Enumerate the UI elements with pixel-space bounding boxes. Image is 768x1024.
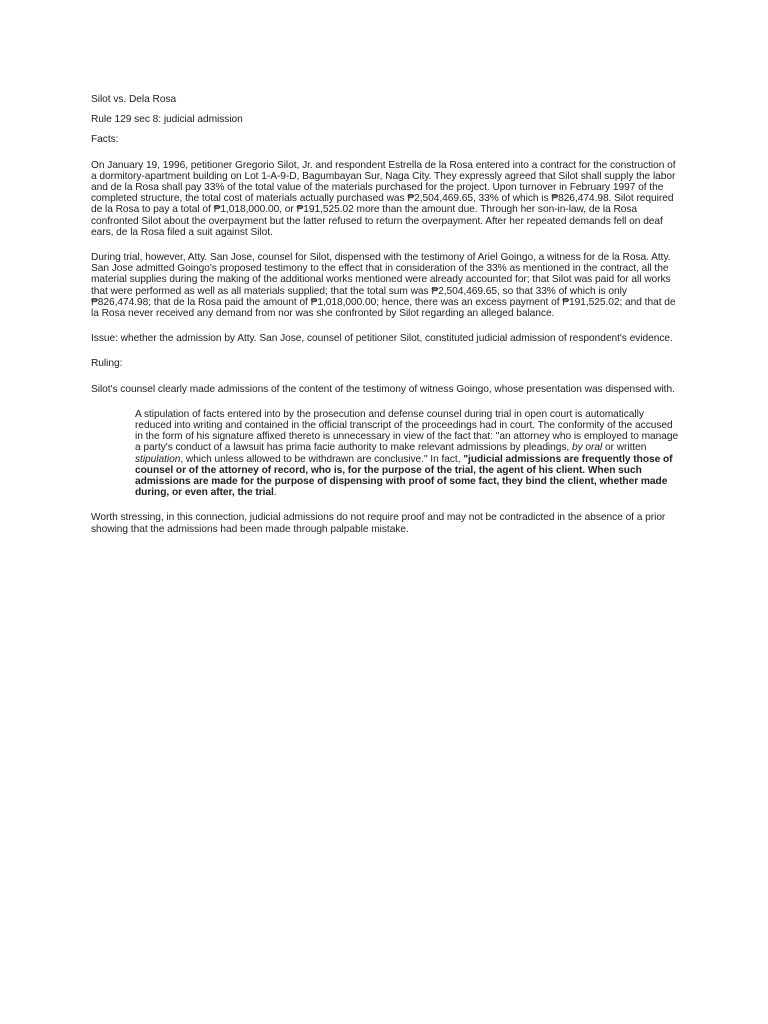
facts-label: Facts:	[91, 134, 119, 146]
block-quote	[135, 409, 683, 499]
rule-heading: Rule 129 sec 8: judicial admission	[91, 114, 243, 126]
quote-italic-by-oral: by oral	[571, 442, 603, 454]
quote-italic-stipulation: stipulation	[135, 453, 181, 465]
quote-end: .	[273, 487, 277, 499]
document-body	[91, 94, 683, 549]
ruling-text: Silot's counsel clearly made admissions of the content of the testimony of witness Goingo, whose presentation was dispensed with.	[91, 383, 675, 395]
facts-paragraph-2: During trial, however, Atty. San Jose, counsel for Silot, dispensed with the testimony of Ariel Goingo, a witness for de la Rosa. Atty. San Jose admitted Goingo's proposed testimony to the effect that in consideration of the 33% as mentioned in the contract, all the material supplies during the making of the additional works mentioned were already accounted for; that Silot was paid for all works that were performed as well as all materials supplied; that the total sum was ₱2,504,469.65, so that 33% of which is only ₱826,474.98; that de la Rosa paid the amount of ₱1,018,000.00; hence, there was an excess payment of ₱191,525.02; and that de la Rosa never received any demand from nor was she confronted by Silot regarding an alleged balance.	[91, 252, 676, 320]
quote-bold-emphasis: "judicial admissions are frequently those of counsel or of the attorney of record, who is, for the purpose of the trial, the agent of his client. When such admissions are made for the purpose of dispensing with proof of some fact, they bind the client, whether made during, or even after, the trial	[135, 453, 673, 499]
ruling-label: Ruling:	[91, 358, 123, 370]
facts-paragraph-1: On January 19, 1996, petitioner Gregorio Silot, Jr. and respondent Estrella de la Rosa entered into a contract for the construction of a dormitory-apartment building on Lot 1-A-9-D, Bagumbayan Sur, Naga City. They expressly agreed that Silot shall supply the labor and de la Rosa shall pay 33% of the total value of the materials purchased for the project. Upon turnover in February 1997 of the completed structure, the total cost of materials actually purchased was ₱2,504,469.65, 33% of which is ₱826,474.98. Silot required de la Rosa to pay a total of ₱1,018,000.00, or ₱191,525.02 more than the amount due. Through her son-in-law, de la Rosa confronted Silot about the overpayment but the latter refused to return the overpayment. After her repeated demands fell on deaf ears, de la Rosa filed a suit against Silot.	[91, 159, 676, 238]
quote-part-1: A stipulation of facts entered into by the prosecution and defense counsel during trial in open court is automatically reduced into writing and contained in the official transcript of the proceedings had in court. The conformity of the accused in the form of his signature affixed thereto is unnecessary in view of the fact that: "an attorney who is employed to manage a party's conduct of a lawsuit has prima facie authority to make relevant admissions by pleadings,	[135, 408, 679, 454]
case-title: Silot vs. Dela Rosa	[91, 94, 177, 105]
quote-part-2: or written	[602, 442, 647, 454]
closing-paragraph: Worth stressing, in this connection, judicial admissions do not require proof and may not be contradicted in the absence of a prior showing that the admissions had been made through palpable mistake.	[91, 512, 666, 535]
quote-part-3: , which unless allowed to be withdrawn are conclusive." In fact,	[180, 453, 464, 465]
issue-statement: Issue: whether the admission by Atty. San Jose, counsel of petitioner Silot, constituted judicial admission of respondent's evidence.	[91, 333, 673, 345]
